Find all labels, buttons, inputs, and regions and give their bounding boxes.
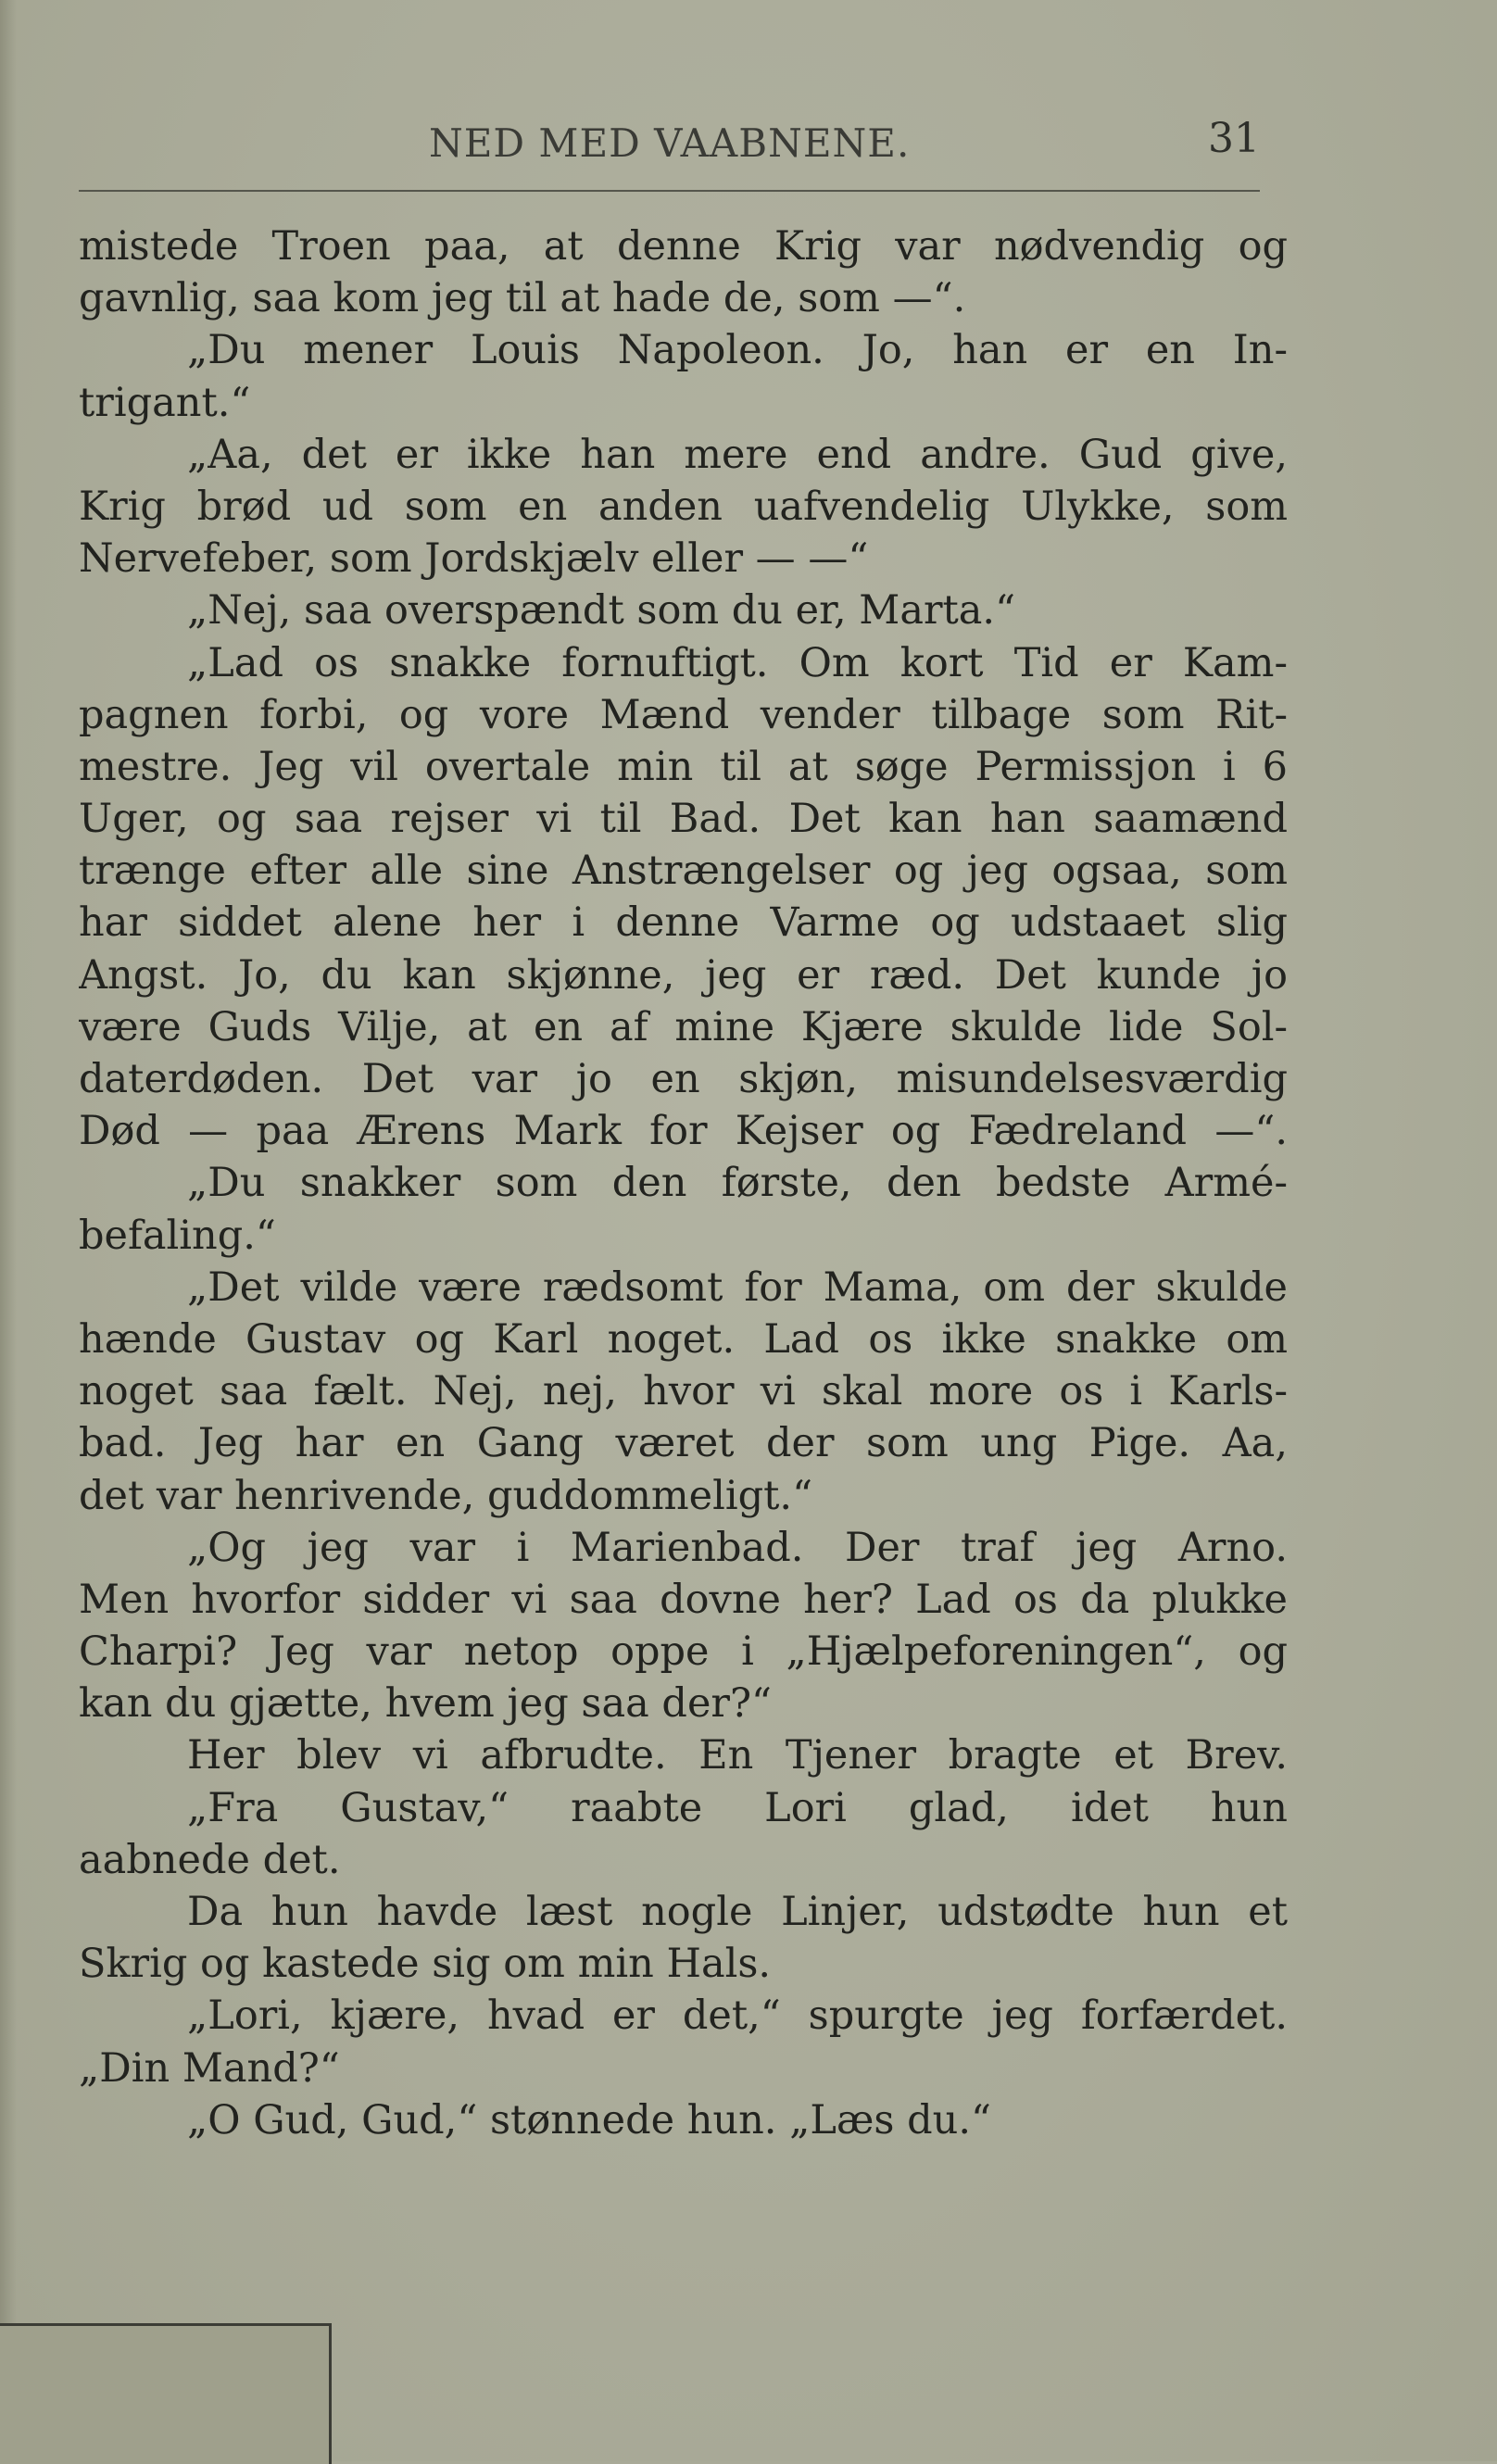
text-line: være Guds Vilje, at en af mine Kjære skulde lide Sol-	[79, 1003, 1288, 1050]
text-line: „Lori, kjære, hvad er det,“ spurgte jeg forfærdet.	[187, 1993, 1288, 2040]
text-line: Da hun havde læst nogle Linjer, udstødte hun et	[187, 1889, 1288, 1935]
text-line: kan du gjætte, hvem jeg saa der?“	[79, 1680, 772, 1728]
text-line: „Lad os snakke fornuftigt. Om kort Tid er Kam-	[187, 639, 1288, 686]
text-line: „Og jeg var i Marienbad. Der traf jeg Arno.	[187, 1524, 1288, 1571]
text-line: mestre. Jeg vil overtale min til at søge Permissjon i 6	[79, 743, 1288, 790]
page-edge-shadow	[0, 0, 17, 2461]
text-line: gavnlig, saa kom jeg til at hade de, som —“.	[79, 275, 966, 322]
page-number: 31	[1208, 115, 1260, 162]
text-line: befaling.“	[79, 1212, 276, 1259]
text-line: Krig brød ud som en anden uafvendelig Ulykke, som	[79, 483, 1288, 530]
text-line: pagnen forbi, og vore Mænd vender tilbage som Rit-	[79, 691, 1288, 738]
text-line: „Fra Gustav,“ raabte Lori glad, idet hun	[187, 1784, 1288, 1831]
text-line: „Din Mand?“	[79, 2044, 340, 2092]
text-line: „Du mener Louis Napoleon. Jo, han er en In-	[187, 327, 1288, 374]
text-line: Angst. Jo, du kan skjønne, jeg er ræd. Det kunde jo	[79, 951, 1288, 999]
text-line: „O Gud, Gud,“ stønnede hun. „Læs du.“	[187, 2096, 991, 2143]
page-header	[79, 109, 1260, 183]
text-line: „Du snakker som den første, den bedste Armé-	[187, 1160, 1288, 1207]
header-rule	[79, 190, 1260, 192]
library-stamp-box	[0, 2323, 332, 2464]
running-title: NED MED VAABNENE.	[429, 120, 911, 166]
text-line: mistede Troen paa, at denne Krig var nødvendig og	[79, 223, 1288, 270]
text-line: daterdøden. Det var jo en skjøn, misundelsesværdig	[79, 1056, 1288, 1102]
text-line: „Aa, det er ikke han mere end andre. Gud give,	[187, 431, 1288, 478]
text-line: trigant.“	[79, 379, 251, 426]
text-line: noget saa fælt. Nej, nej, hvor vi skal more os i Karls-	[79, 1368, 1288, 1415]
text-line: Død — paa Ærens Mark for Kejser og Fædreland —“.	[79, 1108, 1288, 1155]
text-line: Skrig og kastede sig om min Hals.	[79, 1941, 772, 1988]
text-line: Men hvorfor sidder vi saa dovne her? Lad os da plukke	[79, 1576, 1288, 1623]
text-line: bad. Jeg har en Gang været der som ung Pige. Aa,	[79, 1420, 1288, 1467]
text-line: Nervefeber, som Jordskjælv eller — —“	[79, 535, 869, 583]
text-line: har siddet alene her i denne Varme og udstaaet slig	[79, 899, 1288, 947]
text-line: aabnede det.	[79, 1836, 341, 1883]
text-line: Her blev vi afbrudte. En Tjener bragte et Brev.	[187, 1732, 1288, 1779]
body-text	[79, 220, 1288, 2146]
text-line: hænde Gustav og Karl noget. Lad os ikke snakke om	[79, 1315, 1288, 1363]
text-line: trænge efter alle sine Anstrængelser og jeg ogsaa, som	[79, 848, 1288, 895]
text-line: Charpi? Jeg var netop oppe i „Hjælpeforeningen“, og	[79, 1628, 1288, 1676]
text-line: Uger, og saa rejser vi til Bad. Det kan han saamænd	[79, 796, 1288, 843]
text-line: „Det vilde være rædsomt for Mama, om der skulde	[187, 1263, 1288, 1311]
text-line: det var henrivende, guddommeligt.“	[79, 1472, 813, 1519]
text-line: „Nej, saa overspændt som du er, Marta.“	[187, 587, 1016, 635]
